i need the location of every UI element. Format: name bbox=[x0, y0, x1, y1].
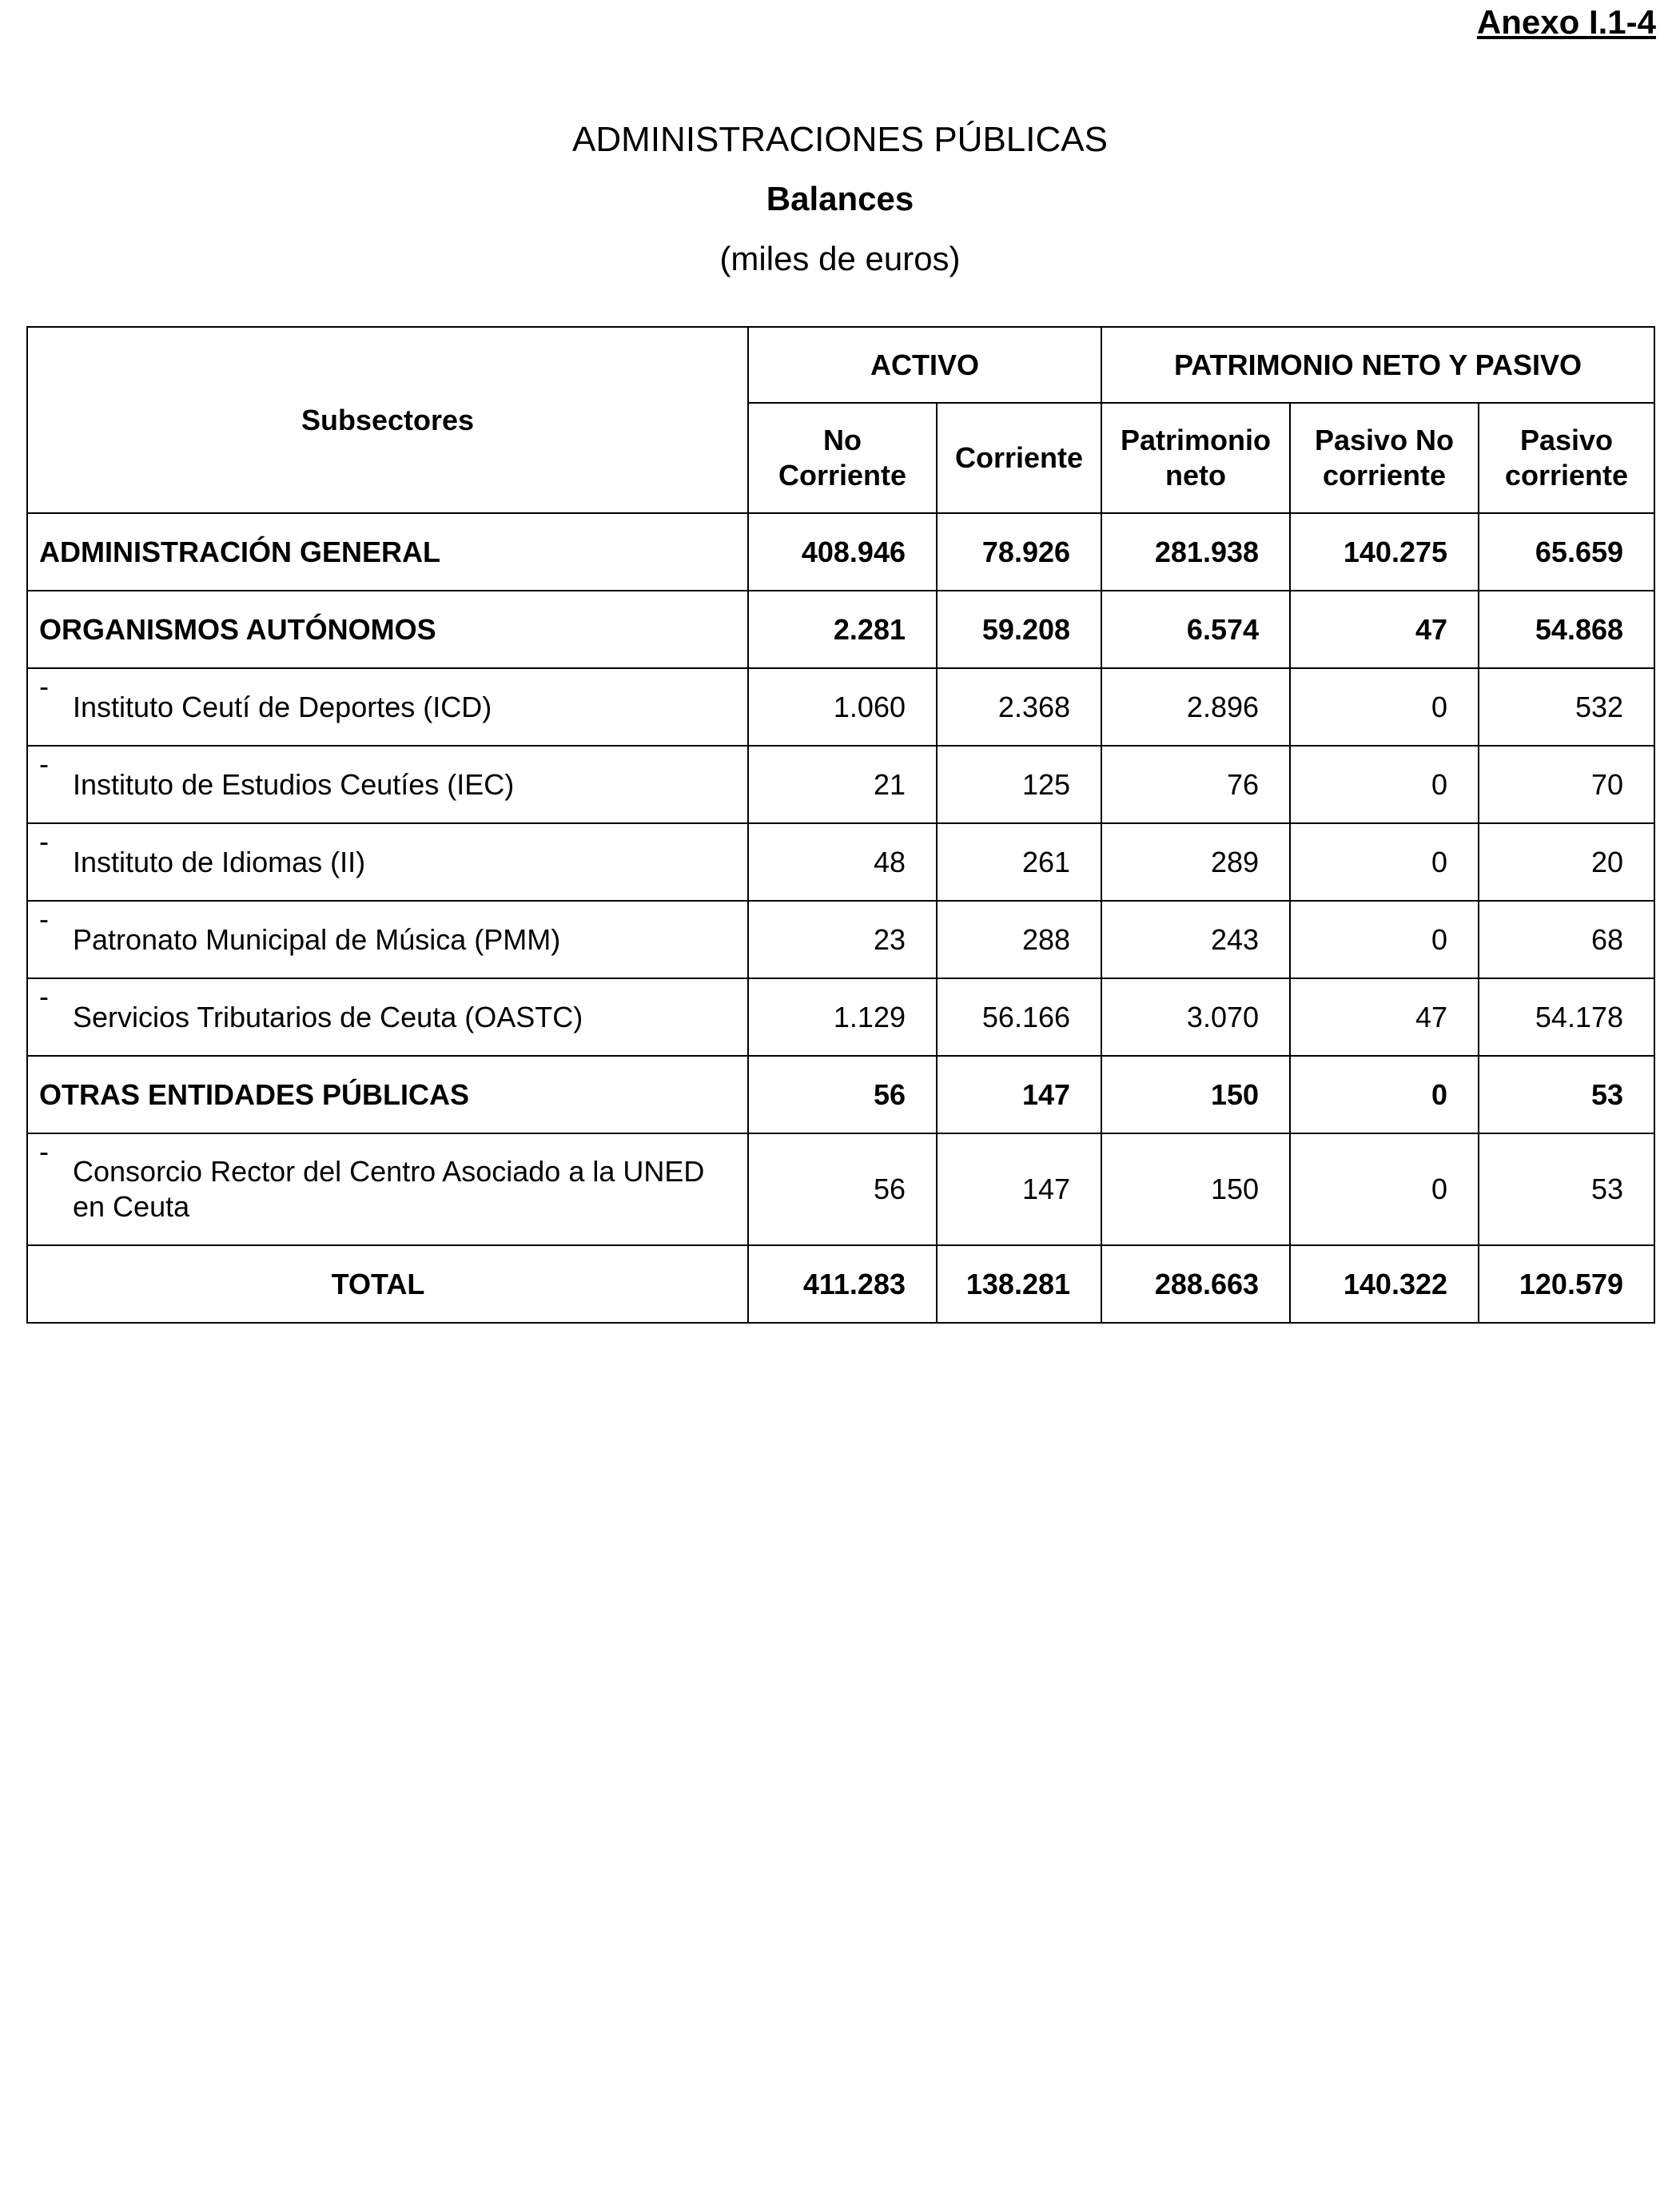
cell-pasivo-corriente: 70 bbox=[1479, 746, 1654, 823]
table-row bbox=[27, 746, 1654, 823]
cell-pasivo-corriente: 20 bbox=[1479, 823, 1654, 901]
cell-no-corriente: 56 bbox=[748, 1056, 937, 1133]
cell-pasivo-no-corriente: 0 bbox=[1290, 1056, 1479, 1133]
cell-pasivo-no-corriente: 47 bbox=[1290, 978, 1479, 1056]
cell-corriente: 125 bbox=[937, 746, 1101, 823]
row-label: - Patronato Municipal de Música (PMM) bbox=[27, 901, 748, 978]
cell-corriente: 261 bbox=[937, 823, 1101, 901]
cell-no-corriente: 56 bbox=[748, 1133, 937, 1245]
cell-pasivo-corriente: 53 bbox=[1479, 1056, 1654, 1133]
row-label: - Servicios Tributarios de Ceuta (OASTC) bbox=[27, 978, 748, 1056]
activo-group-header: ACTIVO bbox=[748, 327, 1101, 403]
cell-patrimonio-neto: 281.938 bbox=[1101, 513, 1290, 591]
cell-pasivo-no-corriente: 0 bbox=[1290, 901, 1479, 978]
table-row bbox=[27, 668, 1654, 746]
cell-patrimonio-neto: 243 bbox=[1101, 901, 1290, 978]
cell-pasivo-corriente: 65.659 bbox=[1479, 513, 1654, 591]
cell-pasivo-no-corriente: 0 bbox=[1290, 823, 1479, 901]
cell-pasivo-corriente: 54.868 bbox=[1479, 591, 1654, 668]
cell-patrimonio-neto: 289 bbox=[1101, 823, 1290, 901]
dash-marker: - bbox=[39, 747, 49, 780]
cell-pasivo-no-corriente: 140.275 bbox=[1290, 513, 1479, 591]
annex-label: Anexo I.1-4 bbox=[1476, 3, 1656, 41]
cell-pasivo-corriente: 532 bbox=[1479, 668, 1654, 746]
col-header-pasivo-corriente: Pasivo corriente bbox=[1479, 403, 1654, 513]
cell-no-corriente: 2.281 bbox=[748, 591, 937, 668]
cell-corriente: 56.166 bbox=[937, 978, 1101, 1056]
dash-marker: - bbox=[39, 825, 49, 858]
cell-patrimonio-neto: 150 bbox=[1101, 1056, 1290, 1133]
cell-patrimonio-neto: 3.070 bbox=[1101, 978, 1290, 1056]
cell-corriente: 147 bbox=[937, 1133, 1101, 1245]
row-label: - Instituto de Idiomas (II) bbox=[27, 823, 748, 901]
table-row bbox=[27, 513, 1654, 591]
cell-no-corriente: 21 bbox=[748, 746, 937, 823]
cell-patrimonio-neto: 2.896 bbox=[1101, 668, 1290, 746]
table-row bbox=[27, 901, 1654, 978]
table-row bbox=[27, 1133, 1654, 1245]
row-label: OTRAS ENTIDADES PÚBLICAS bbox=[27, 1056, 748, 1133]
patrimonio-group-header: PATRIMONIO NETO Y PASIVO bbox=[1101, 327, 1654, 403]
cell-no-corriente: 48 bbox=[748, 823, 937, 901]
cell-pasivo-no-corriente: 0 bbox=[1290, 668, 1479, 746]
page-title: ADMINISTRACIONES PÚBLICAS bbox=[572, 120, 1108, 159]
row-label: ADMINISTRACIÓN GENERAL bbox=[27, 513, 748, 591]
page-subtitle: Balances bbox=[766, 180, 914, 217]
cell-no-corriente: 411.283 bbox=[748, 1245, 937, 1323]
cell-pasivo-no-corriente: 140.322 bbox=[1290, 1245, 1479, 1323]
table-row bbox=[27, 591, 1654, 668]
table-row bbox=[27, 1056, 1654, 1133]
cell-patrimonio-neto: 76 bbox=[1101, 746, 1290, 823]
cell-pasivo-corriente: 120.579 bbox=[1479, 1245, 1654, 1323]
cell-pasivo-corriente: 68 bbox=[1479, 901, 1654, 978]
row-label: ORGANISMOS AUTÓNOMOS bbox=[27, 591, 748, 668]
col-header-pasivo-no-corriente: Pasivo No corriente bbox=[1290, 403, 1479, 513]
row-label: - Instituto de Estudios Ceutíes (IEC) bbox=[27, 746, 748, 823]
cell-corriente: 78.926 bbox=[937, 513, 1101, 591]
cell-pasivo-no-corriente: 47 bbox=[1290, 591, 1479, 668]
cell-no-corriente: 1.060 bbox=[748, 668, 937, 746]
dash-marker: - bbox=[39, 670, 49, 703]
cell-corriente: 147 bbox=[937, 1056, 1101, 1133]
cell-corriente: 2.368 bbox=[937, 668, 1101, 746]
cell-patrimonio-neto: 6.574 bbox=[1101, 591, 1290, 668]
cell-pasivo-corriente: 53 bbox=[1479, 1133, 1654, 1245]
cell-pasivo-corriente: 54.178 bbox=[1479, 978, 1654, 1056]
total-label: TOTAL bbox=[27, 1245, 748, 1323]
cell-corriente: 138.281 bbox=[937, 1245, 1101, 1323]
cell-no-corriente: 1.129 bbox=[748, 978, 937, 1056]
col-header-corriente: Corriente bbox=[937, 403, 1101, 513]
units-label: (miles de euros) bbox=[719, 240, 961, 277]
dash-marker: - bbox=[39, 902, 49, 935]
subsectores-header: Subsectores bbox=[27, 327, 748, 513]
dash-marker: - bbox=[39, 980, 49, 1013]
row-label: - Consorcio Rector del Centro Asociado a la UNED en Ceuta bbox=[27, 1133, 748, 1245]
col-header-patrimonio-neto: Patrimonio neto bbox=[1101, 403, 1290, 513]
cell-pasivo-no-corriente: 0 bbox=[1290, 746, 1479, 823]
cell-no-corriente: 408.946 bbox=[748, 513, 937, 591]
table-row-total bbox=[27, 1245, 1654, 1323]
cell-patrimonio-neto: 288.663 bbox=[1101, 1245, 1290, 1323]
table-row bbox=[27, 823, 1654, 901]
col-header-no-corriente: No Corriente bbox=[748, 403, 937, 513]
cell-no-corriente: 23 bbox=[748, 901, 937, 978]
row-label: - Instituto Ceutí de Deportes (ICD) bbox=[27, 668, 748, 746]
table-row bbox=[27, 978, 1654, 1056]
cell-patrimonio-neto: 150 bbox=[1101, 1133, 1290, 1245]
cell-pasivo-no-corriente: 0 bbox=[1290, 1133, 1479, 1245]
balances-table bbox=[26, 326, 1655, 1324]
dash-marker: - bbox=[39, 1135, 49, 1168]
cell-corriente: 288 bbox=[937, 901, 1101, 978]
cell-corriente: 59.208 bbox=[937, 591, 1101, 668]
